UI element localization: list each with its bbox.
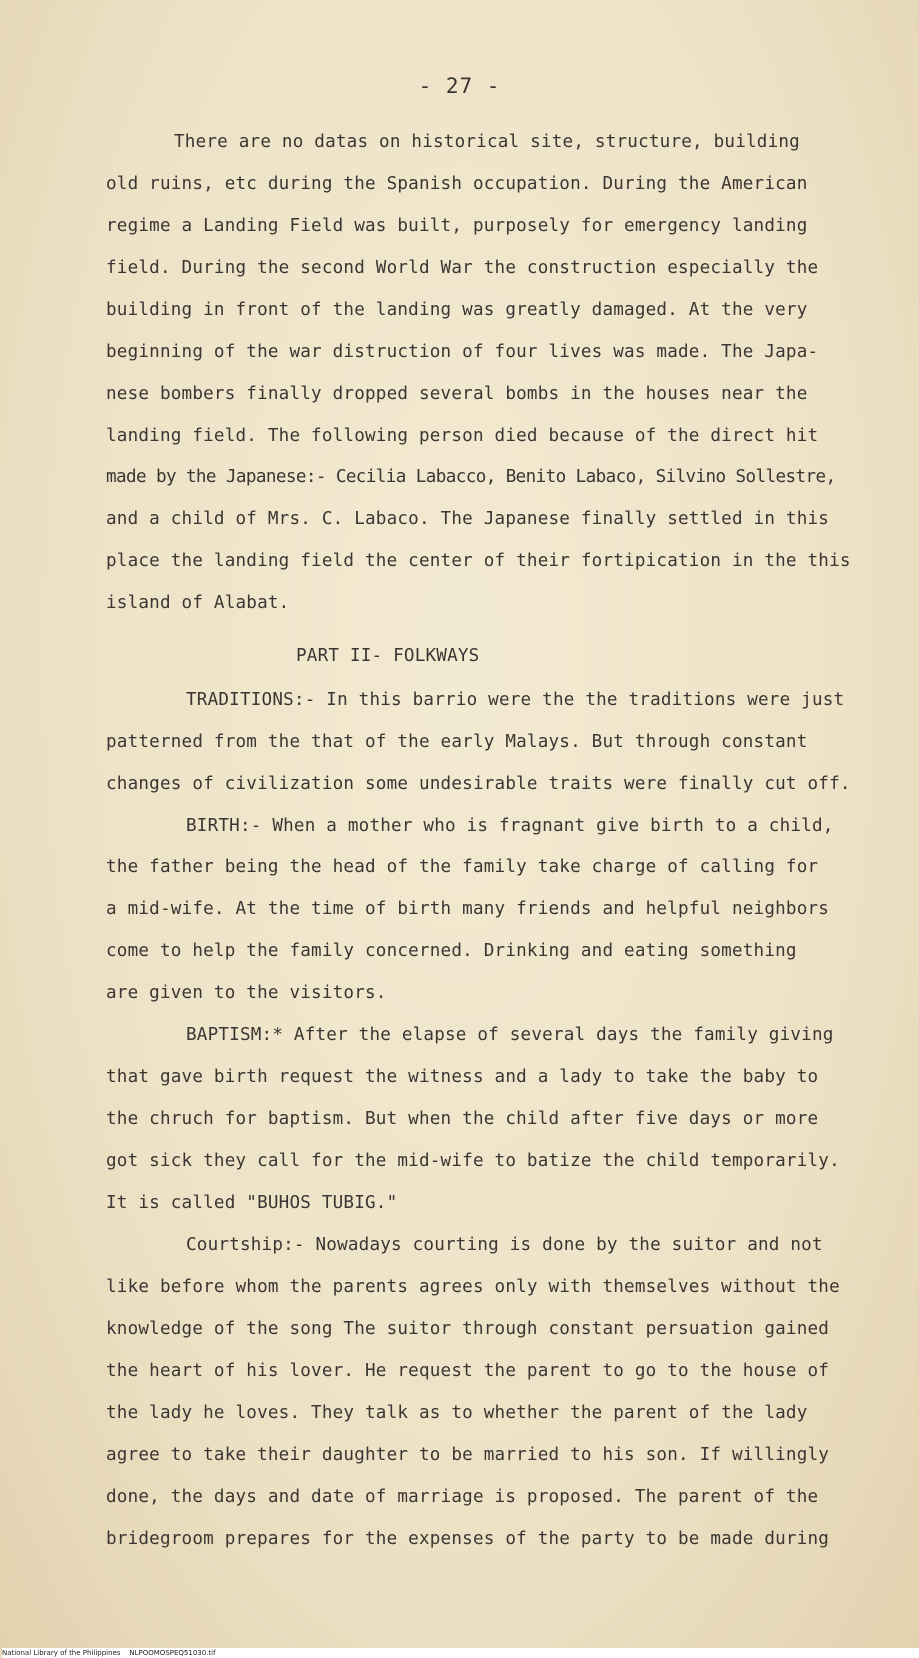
text-line: BIRTH:- When a mother who is fragnant give birth to a child, <box>186 816 834 836</box>
text-line: nese bombers finally dropped several bombs in the houses near the <box>106 384 808 404</box>
text-line: a mid-wife. At the time of birth many friends and helpful neighbors <box>106 899 830 919</box>
text-line: bridegroom prepares for the expenses of the party to be made during <box>106 1529 830 1549</box>
text-line: landing field. The following person died because of the direct hit <box>106 426 819 446</box>
text-line: and a child of Mrs. C. Labaco. The Japanese finally settled in this <box>106 509 830 529</box>
text-line: regime a Landing Field was built, purposely for emergency landing <box>106 216 808 236</box>
text-line: like before whom the parents agrees only with themselves without the <box>106 1277 840 1297</box>
text-line: made by the Japanese:- Cecilia Labacco, Benito Labaco, Silvino Sollestre, <box>106 467 836 487</box>
text-line: got sick they call for the mid-wife to batize the child temporarily. <box>106 1151 840 1171</box>
text-line: It is called "BUHOS TUBIG." <box>106 1193 398 1213</box>
text-line: the heart of his lover. He request the parent to go to the house of <box>106 1361 830 1381</box>
text-line: done, the days and date of marriage is proposed. The parent of the <box>106 1487 819 1507</box>
text-line: come to help the family concerned. Drinking and eating something <box>106 941 797 961</box>
text-line: are given to the visitors. <box>106 983 387 1003</box>
text-line: TRADITIONS:- In this barrio were the the traditions were just <box>186 690 845 710</box>
text-line: Courtship:- Nowadays courting is done by the suitor and not <box>186 1235 823 1255</box>
text-line: the father being the head of the family take charge of calling for <box>106 857 819 877</box>
text-line: place the landing field the center of their fortipication in the this <box>106 551 851 571</box>
text-line: the chruch for baptism. But when the child after five days or more <box>106 1109 819 1129</box>
text-line: old ruins, etc during the Spanish occupation. During the American <box>106 174 808 194</box>
text-line: changes of civilization some undesirable traits were finally cut off. <box>106 774 851 794</box>
text-line: patterned from the that of the early Malays. But through constant <box>106 732 808 752</box>
text-line: agree to take their daughter to be married to his son. If willingly <box>106 1445 830 1465</box>
text-line: the lady he loves. They talk as to whether the parent of the lady <box>106 1403 808 1423</box>
text-line: There are no datas on historical site, structure, building <box>174 132 800 152</box>
text-line: that gave birth request the witness and a lady to take the baby to <box>106 1067 819 1087</box>
scan-footer: National Library of the Philippines NLPOOMOSPEQ51030.tif <box>2 1648 919 1658</box>
text-line: field. During the second World War the construction especially the <box>106 258 819 278</box>
text-line: beginning of the war distruction of four lives was made. The Japa- <box>106 342 819 362</box>
text-line: BAPTISM:* After the elapse of several days the family giving <box>186 1025 834 1045</box>
text-line: island of Alabat. <box>106 593 290 613</box>
text-line: knowledge of the song The suitor through constant persuation gained <box>106 1319 830 1339</box>
page-number: - 27 - <box>418 74 501 98</box>
text-line: building in front of the landing was greatly damaged. At the very <box>106 300 808 320</box>
section-heading: PART II- FOLKWAYS <box>296 646 480 666</box>
